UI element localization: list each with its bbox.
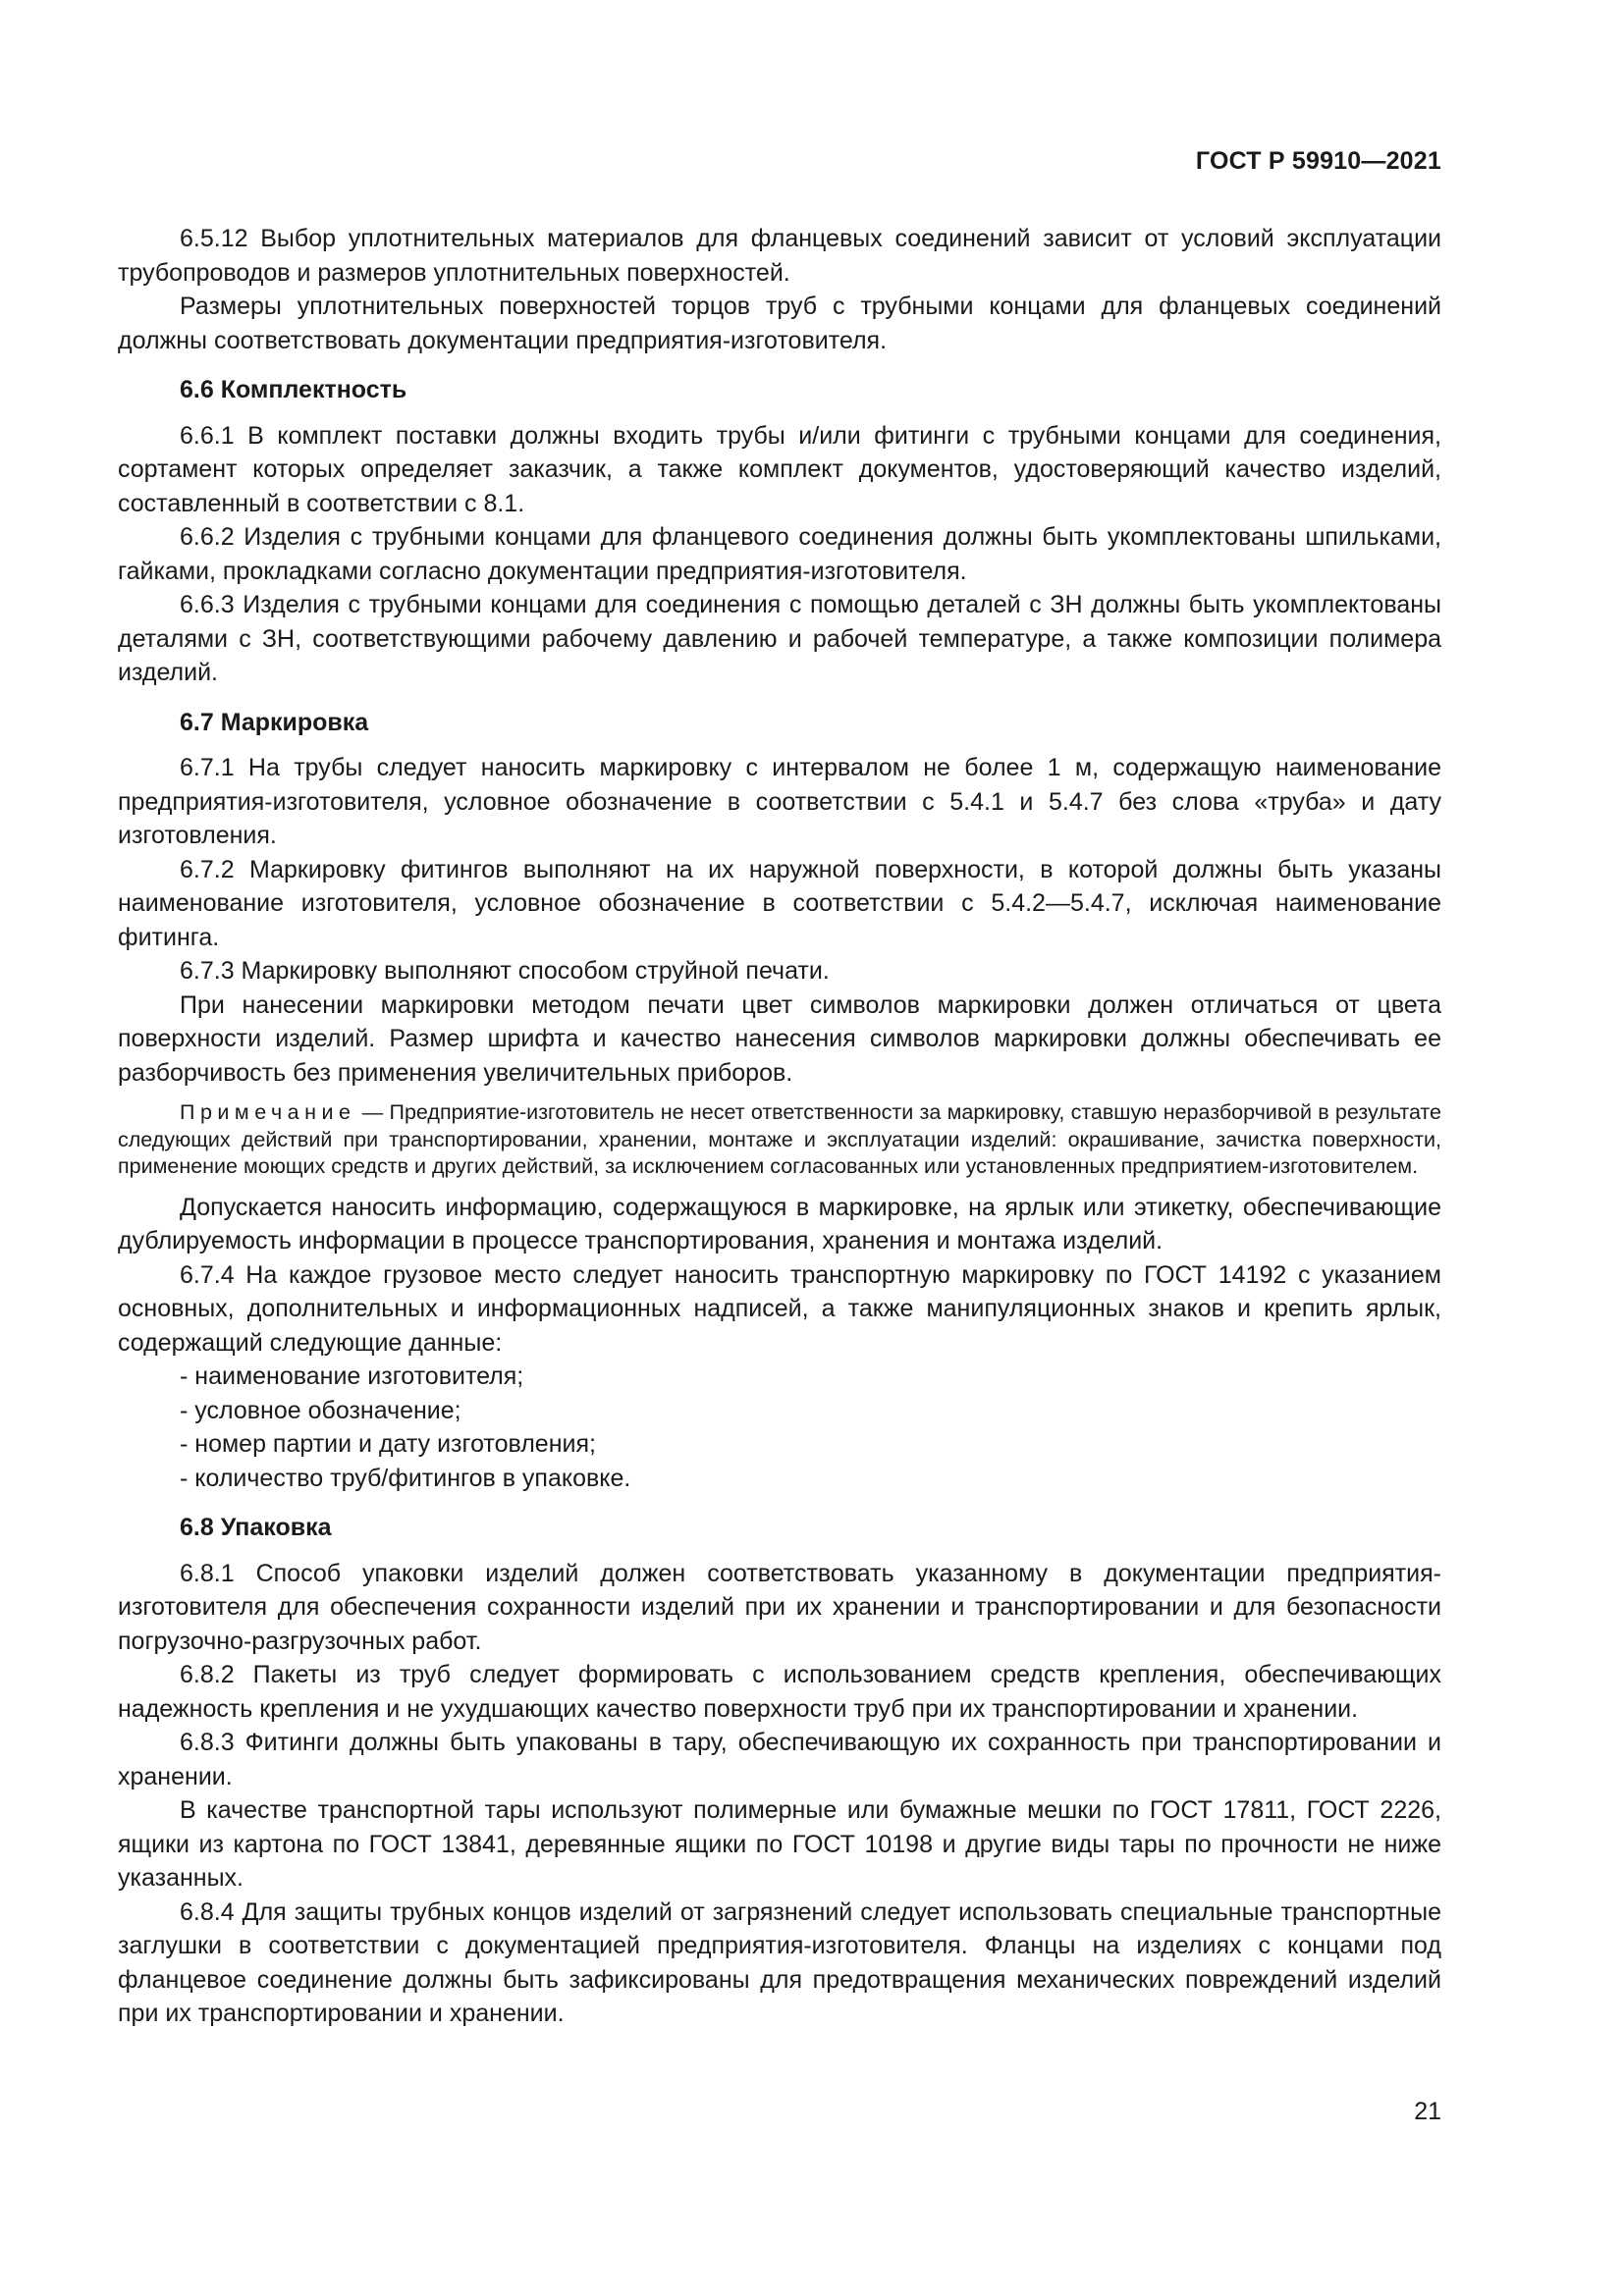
paragraph-6-6-3: 6.6.3 Изделия с трубными концами для соединения с помощью деталей с ЗН должны быть укомплектованы деталями с ЗН, соответствующими рабочему давлению и рабочей температуре, а также композиции полимера изделий. <box>118 591 1441 686</box>
paragraph-marking-print: При нанесении маркировки методом печати цвет символов маркировки должен отличаться от цвета поверхности изделий. Размер шрифта и качество нанесения символов маркировки должны обеспечивать ее разборчивость без применения увеличительных приборов. <box>118 990 1441 1087</box>
note-block <box>118 1099 1441 1181</box>
document-code-header: ГОСТ Р 59910—2021 <box>1195 147 1441 175</box>
paragraph-6-7-2: 6.7.2 Маркировку фитингов выполняют на их наружной поверхности, в которой должны быть указаны наименование изготовителя, условное обозначение в соответствии с 5.4.2—5.4.7, исключая наименование фитинга. <box>118 855 1441 951</box>
paragraph-6-8-1: 6.8.1 Способ упаковки изделий должен соответствовать указанному в документации предприятия-изготовителя для обеспечения сохранности изделий при их хранении и транспортировании и для безопасности погрузочно-разгрузочных работ. <box>118 1559 1441 1655</box>
paragraph-transport-container: В качестве транспортной тары используют полимерные или бумажные мешки по ГОСТ 17811, ГОСТ 2226, ящики из картона по ГОСТ 13841, деревянные ящики по ГОСТ 10198 и другие виды тары по прочности не ниже указанных. <box>118 1796 1441 1892</box>
list-item: - наименование изготовителя; <box>180 1362 524 1390</box>
section-heading-6-7: 6.7 Маркировка <box>180 708 369 736</box>
section-heading-6-6: 6.6 Комплектность <box>180 376 407 403</box>
document-body <box>118 222 1441 2031</box>
list-item: - количество труб/фитингов в упаковке. <box>180 1464 631 1492</box>
paragraph-label-info: Допускается наносить информацию, содержащуюся в маркировке, на ярлык или этикетку, обеспечивающие дублируемость информации в процессе транспортирования, хранения и монтажа изделий. <box>118 1193 1441 1255</box>
paragraph-6-7-1: 6.7.1 На трубы следует наносить маркировку с интервалом не более 1 м, содержащую наименование предприятия-изготовителя, условное обозначение в соответствии с 5.4.1 и 5.4.7 без слова «труба» и дату изготовления. <box>118 754 1441 849</box>
page-number: 21 <box>1414 2098 1441 2125</box>
paragraph-6-6-1: 6.6.1 В комплект поставки должны входить трубы и/или фитинги с трубными концами для соединения, сортамент которых определяет заказчик, а также комплект документов, удостоверяющий качество изделий, составленный в соответствии с 8.1. <box>118 421 1441 517</box>
paragraph-6-7-4: 6.7.4 На каждое грузовое место следует наносить транспортную маркировку по ГОСТ 14192 с указанием основных, дополнительных и информационных надписей, а также манипуляционных знаков и крепить ярлык, содержащий следующие данные: <box>118 1260 1441 1357</box>
paragraph-6-8-4: 6.8.4 Для защиты трубных концов изделий от загрязнений следует использовать специальные транспортные заглушки в соответствии с документацией предприятия-изготовителя. Фланцы на изделиях с концами под фланцевое соединение должны быть зафиксированы для предотвращения механических повреждений изделий при их транспортировании и хранении. <box>118 1897 1441 2027</box>
paragraph-6-5-12-cont: Размеры уплотнительных поверхностей торцов труб с трубными концами для фланцевых соединений должны соответствовать документации предприятия-изготовителя. <box>118 293 1441 354</box>
note-label: Примечание <box>180 1100 356 1124</box>
list-item: - условное обозначение; <box>180 1396 461 1424</box>
paragraph-6-8-2: 6.8.2 Пакеты из труб следует формировать с использованием средств крепления, обеспечивающих надежность крепления и не ухудшающих качество поверхности труб при их транспортировании и хранении. <box>118 1661 1441 1723</box>
paragraph-6-7-3: 6.7.3 Маркировку выполняют способом струйной печати. <box>180 957 830 985</box>
note-text: — Предприятие-изготовитель не несет ответственности за маркировку, ставшую неразборчивой в результате следующих действий при транспортировании, хранении, монтаже и эксплуатации изделий: окрашивание, зачистка поверхности, применение моющих средств и других действий, за исключением согласованных или установленных предприятием-изготовителем. <box>118 1100 1441 1178</box>
paragraph-6-5-12: 6.5.12 Выбор уплотнительных материалов для фланцевых соединений зависит от условий эксплуатации трубопроводов и размеров уплотнительных поверхностей. <box>118 225 1441 287</box>
section-heading-6-8: 6.8 Упаковка <box>180 1514 332 1541</box>
paragraph-6-6-2: 6.6.2 Изделия с трубными концами для фланцевого соединения должны быть укомплектованы шпильками, гайками, прокладками согласно документации предприятия-изготовителя. <box>118 523 1441 585</box>
paragraph-6-8-3: 6.8.3 Фитинги должны быть упакованы в тару, обеспечивающую их сохранность при транспортировании и хранении. <box>118 1729 1441 1790</box>
list-item: - номер партии и дату изготовления; <box>180 1430 596 1458</box>
